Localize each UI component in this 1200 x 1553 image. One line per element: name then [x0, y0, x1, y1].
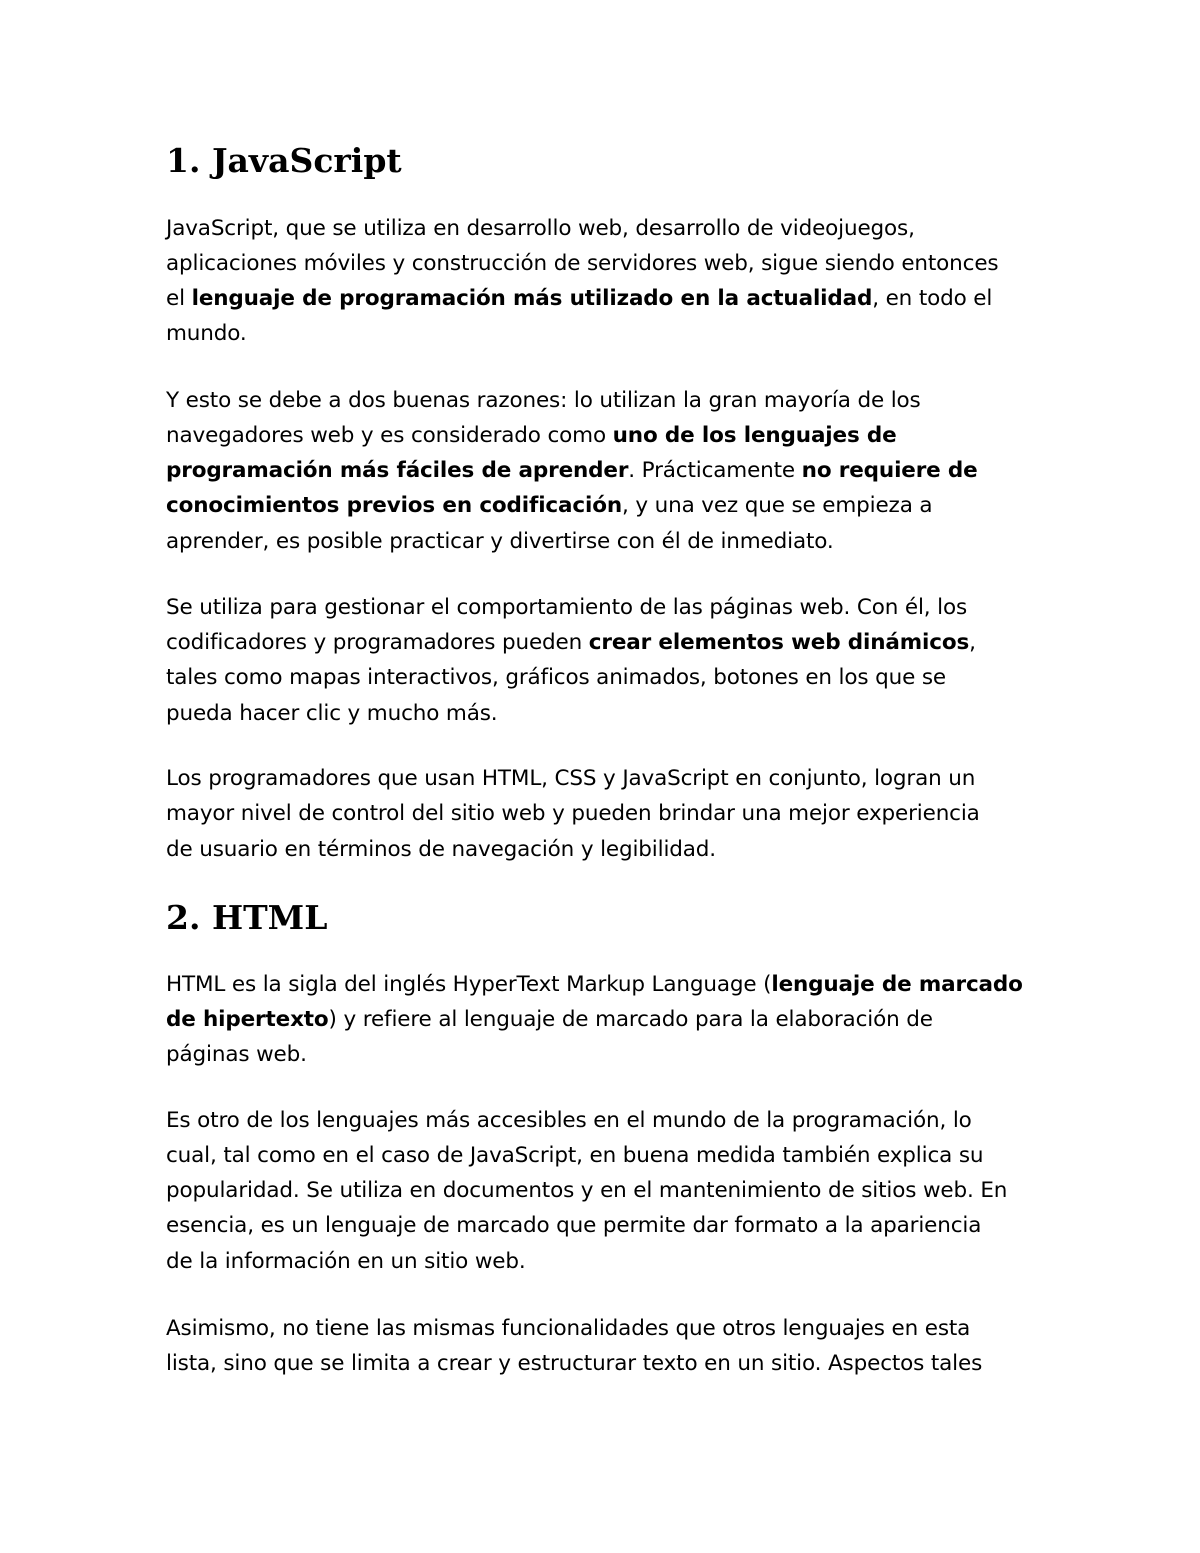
text-line: aprender, es posible practicar y divertirse con él de inmediato. [166, 529, 834, 554]
text-line: aplicaciones móviles y construcción de servidores web, sigue siendo entonces [166, 251, 999, 276]
text-run: , en todo el [872, 286, 993, 311]
text-line: cual, tal como en el caso de JavaScript, en buena medida también explica su [166, 1143, 984, 1168]
text-line: páginas web. [166, 1042, 307, 1067]
text-run: , y una vez que se empieza a [621, 493, 933, 518]
bold-text: de hipertexto [166, 1007, 329, 1032]
text-run: codificadores y programadores pueden [166, 630, 589, 655]
section-heading-javascript: 1. JavaScript [166, 141, 402, 180]
text-line: popularidad. Se utiliza en documentos y en el mantenimiento de sitios web. En [166, 1178, 1008, 1203]
section-heading-html: 2. HTML [166, 898, 328, 937]
text-line: mayor nivel de control del sitio web y pueden brindar una mejor experiencia [166, 801, 980, 826]
bold-text: crear elementos web dinámicos [588, 630, 970, 655]
text-line [166, 488, 932, 523]
text-line: pueda hacer clic y mucho más. [166, 701, 498, 726]
text-run: navegadores web y es considerado como [166, 423, 613, 448]
text-line: esencia, es un lenguaje de marcado que permite dar formato a la apariencia [166, 1213, 982, 1238]
text-line: Se utiliza para gestionar el comportamiento de las páginas web. Con él, los [166, 595, 968, 620]
text-line [166, 281, 992, 316]
text-line [166, 418, 897, 453]
bold-text: no requiere de [801, 458, 978, 483]
text-line: de usuario en términos de navegación y legibilidad. [166, 837, 716, 862]
text-run: , [969, 630, 976, 655]
text-line: mundo. [166, 321, 247, 346]
text-line [166, 1002, 933, 1037]
text-run: HTML es la sigla del inglés HyperText Markup Language ( [166, 972, 772, 997]
bold-text: conocimientos previos en codificación [166, 493, 622, 518]
text-line: JavaScript, que se utiliza en desarrollo web, desarrollo de videojuegos, [166, 216, 915, 241]
text-run: el [166, 286, 192, 311]
text-line: lista, sino que se limita a crear y estructurar texto en un sitio. Aspectos tales [166, 1351, 983, 1376]
text-line [166, 453, 978, 488]
text-line [166, 967, 1023, 1002]
text-line: Y esto se debe a dos buenas razones: lo utilizan la gran mayoría de los [166, 388, 921, 413]
text-run: ) y refiere al lenguaje de marcado para la elaboración de [328, 1007, 933, 1032]
bold-text: programación más fáciles de aprender [166, 458, 629, 483]
text-line [166, 625, 976, 660]
text-line: tales como mapas interactivos, gráficos animados, botones en los que se [166, 665, 946, 690]
text-line: Los programadores que usan HTML, CSS y JavaScript en conjunto, logran un [166, 766, 976, 791]
text-run: . Prácticamente [628, 458, 802, 483]
text-line: Es otro de los lenguajes más accesibles en el mundo de la programación, lo [166, 1108, 972, 1133]
text-line: de la información en un sitio web. [166, 1249, 526, 1274]
bold-text: uno de los lenguajes de [612, 423, 897, 448]
text-line: Asimismo, no tiene las mismas funcionalidades que otros lenguajes en esta [166, 1316, 971, 1341]
bold-text: lenguaje de programación más utilizado en la actualidad [191, 286, 873, 311]
bold-text: lenguaje de marcado [771, 972, 1023, 997]
